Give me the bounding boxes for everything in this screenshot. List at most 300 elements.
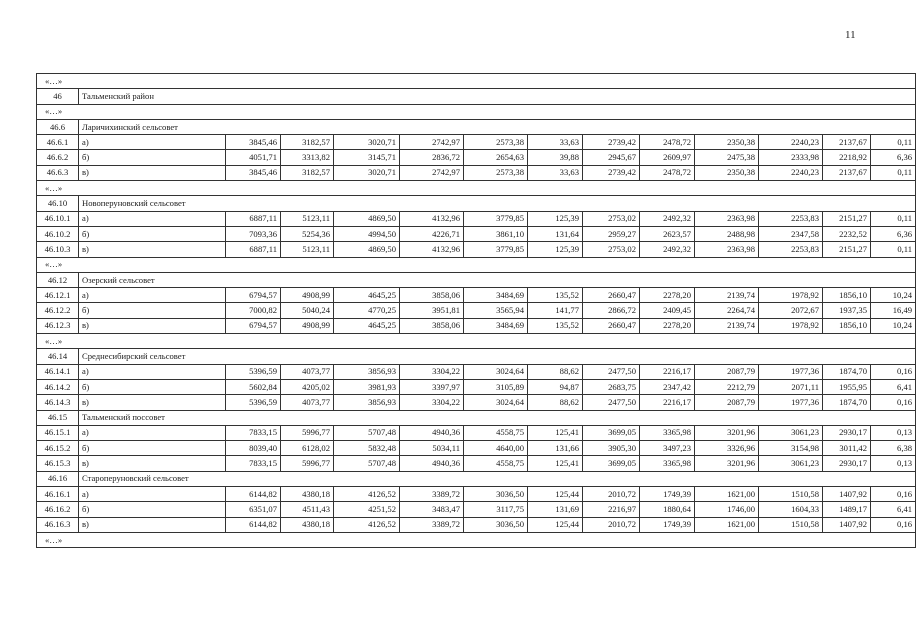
value-cell: 125,41 <box>528 425 583 440</box>
section-row <box>37 89 916 104</box>
value-cell: 2739,42 <box>583 135 640 150</box>
row-variant: а) <box>79 364 226 379</box>
row-variant: а) <box>79 425 226 440</box>
value-cell: 135,52 <box>528 288 583 303</box>
row-variant: а) <box>79 288 226 303</box>
value-cell: 2151,27 <box>823 211 871 226</box>
value-cell: 2660,47 <box>583 288 640 303</box>
section-name: Озерский сельсовет <box>79 272 916 287</box>
value-cell: 3154,98 <box>759 441 823 456</box>
value-cell: 4051,71 <box>226 150 281 165</box>
value-cell: 2654,63 <box>464 150 528 165</box>
value-cell: 0,13 <box>871 456 916 471</box>
row-variant: в) <box>79 395 226 410</box>
row-variant: б) <box>79 226 226 241</box>
value-cell: 5123,11 <box>281 242 334 257</box>
value-cell: 4645,25 <box>334 318 400 333</box>
ellipsis-row <box>37 334 916 349</box>
section-name: Среднесибирский сельсовет <box>79 349 916 364</box>
value-cell: 2278,20 <box>640 318 695 333</box>
value-cell: 2945,67 <box>583 150 640 165</box>
value-cell: 94,87 <box>528 379 583 394</box>
value-cell: 131,66 <box>528 441 583 456</box>
value-cell: 4558,75 <box>464 425 528 440</box>
value-cell: 3182,57 <box>281 165 334 180</box>
value-cell: 3389,72 <box>400 517 464 532</box>
table-body <box>37 74 916 548</box>
value-cell: 4132,96 <box>400 242 464 257</box>
table-row <box>37 226 916 241</box>
row-variant: б) <box>79 150 226 165</box>
section-name: Новоперуновский сельсовет <box>79 196 916 211</box>
value-cell: 0,16 <box>871 364 916 379</box>
value-cell: 4940,36 <box>400 456 464 471</box>
value-cell: 3845,46 <box>226 165 281 180</box>
ellipsis-mark: «…» <box>37 181 916 196</box>
row-code: 46.12.2 <box>37 303 79 318</box>
value-cell: 3497,23 <box>640 441 695 456</box>
value-cell: 2216,97 <box>583 502 640 517</box>
row-variant: в) <box>79 318 226 333</box>
value-cell: 6,41 <box>871 379 916 394</box>
value-cell: 1978,92 <box>759 318 823 333</box>
value-cell: 1510,58 <box>759 517 823 532</box>
value-cell: 3484,69 <box>464 318 528 333</box>
value-cell: 3981,93 <box>334 379 400 394</box>
value-cell: 2753,02 <box>583 211 640 226</box>
value-cell: 7093,36 <box>226 226 281 241</box>
value-cell: 2151,27 <box>823 242 871 257</box>
value-cell: 1604,33 <box>759 502 823 517</box>
value-cell: 0,11 <box>871 165 916 180</box>
value-cell: 2836,72 <box>400 150 464 165</box>
value-cell: 4908,99 <box>281 288 334 303</box>
value-cell: 3304,22 <box>400 364 464 379</box>
value-cell: 2409,45 <box>640 303 695 318</box>
value-cell: 10,24 <box>871 318 916 333</box>
value-cell: 1937,35 <box>823 303 871 318</box>
value-cell: 2866,72 <box>583 303 640 318</box>
table-row <box>37 242 916 257</box>
value-cell: 5707,48 <box>334 456 400 471</box>
value-cell: 2137,67 <box>823 165 871 180</box>
value-cell: 2139,74 <box>695 318 759 333</box>
value-cell: 1746,00 <box>695 502 759 517</box>
table-row <box>37 502 916 517</box>
ellipsis-mark: «…» <box>37 74 916 89</box>
ellipsis-row <box>37 532 916 547</box>
value-cell: 4645,25 <box>334 288 400 303</box>
table-row <box>37 425 916 440</box>
value-cell: 2488,98 <box>695 226 759 241</box>
section-name: Тальменский поссовет <box>79 410 916 425</box>
ellipsis-row <box>37 257 916 272</box>
row-variant: в) <box>79 242 226 257</box>
row-code: 46.12.3 <box>37 318 79 333</box>
ellipsis-mark: «…» <box>37 334 916 349</box>
value-cell: 2477,50 <box>583 395 640 410</box>
section-code: 46 <box>37 89 79 104</box>
value-cell: 4205,02 <box>281 379 334 394</box>
value-cell: 2347,42 <box>640 379 695 394</box>
value-cell: 1856,10 <box>823 288 871 303</box>
row-variant: в) <box>79 456 226 471</box>
row-code: 46.10.2 <box>37 226 79 241</box>
value-cell: 6,36 <box>871 226 916 241</box>
section-code: 46.10 <box>37 196 79 211</box>
row-variant: в) <box>79 165 226 180</box>
value-cell: 141,77 <box>528 303 583 318</box>
value-cell: 2139,74 <box>695 288 759 303</box>
section-name: Ларичихинский сельсовет <box>79 119 916 134</box>
value-cell: 6144,82 <box>226 487 281 502</box>
value-cell: 3856,93 <box>334 395 400 410</box>
value-cell: 2253,83 <box>759 211 823 226</box>
value-cell: 125,44 <box>528 487 583 502</box>
value-cell: 3020,71 <box>334 165 400 180</box>
value-cell: 5996,77 <box>281 425 334 440</box>
row-code: 46.15.1 <box>37 425 79 440</box>
value-cell: 33,63 <box>528 135 583 150</box>
value-cell: 1874,70 <box>823 395 871 410</box>
value-cell: 3020,71 <box>334 135 400 150</box>
value-cell: 1621,00 <box>695 487 759 502</box>
value-cell: 5602,84 <box>226 379 281 394</box>
value-cell: 3699,05 <box>583 456 640 471</box>
value-cell: 3565,94 <box>464 303 528 318</box>
page-number: 11 <box>845 29 856 41</box>
value-cell: 2477,50 <box>583 364 640 379</box>
value-cell: 2216,17 <box>640 395 695 410</box>
value-cell: 2278,20 <box>640 288 695 303</box>
value-cell: 3061,23 <box>759 425 823 440</box>
section-row <box>37 471 916 486</box>
value-cell: 2478,72 <box>640 165 695 180</box>
value-cell: 2959,27 <box>583 226 640 241</box>
value-cell: 3483,47 <box>400 502 464 517</box>
table-row <box>37 379 916 394</box>
value-cell: 2347,58 <box>759 226 823 241</box>
table-row <box>37 165 916 180</box>
value-cell: 4132,96 <box>400 211 464 226</box>
value-cell: 2683,75 <box>583 379 640 394</box>
value-cell: 3145,71 <box>334 150 400 165</box>
row-variant: б) <box>79 441 226 456</box>
value-cell: 3024,64 <box>464 395 528 410</box>
value-cell: 4869,50 <box>334 242 400 257</box>
value-cell: 2609,97 <box>640 150 695 165</box>
value-cell: 4251,52 <box>334 502 400 517</box>
table-row <box>37 135 916 150</box>
value-cell: 1977,36 <box>759 364 823 379</box>
value-cell: 2253,83 <box>759 242 823 257</box>
value-cell: 125,39 <box>528 242 583 257</box>
row-variant: в) <box>79 517 226 532</box>
value-cell: 125,44 <box>528 517 583 532</box>
value-cell: 2333,98 <box>759 150 823 165</box>
value-cell: 33,63 <box>528 165 583 180</box>
table-row <box>37 487 916 502</box>
value-cell: 1489,17 <box>823 502 871 517</box>
value-cell: 5254,36 <box>281 226 334 241</box>
value-cell: 2623,57 <box>640 226 695 241</box>
value-cell: 3779,85 <box>464 242 528 257</box>
value-cell: 2232,52 <box>823 226 871 241</box>
value-cell: 4770,25 <box>334 303 400 318</box>
section-row <box>37 272 916 287</box>
value-cell: 6887,11 <box>226 242 281 257</box>
value-cell: 1874,70 <box>823 364 871 379</box>
value-cell: 2739,42 <box>583 165 640 180</box>
value-cell: 2742,97 <box>400 165 464 180</box>
value-cell: 5034,11 <box>400 441 464 456</box>
section-code: 46.16 <box>37 471 79 486</box>
section-name: Староперуновский сельсовет <box>79 471 916 486</box>
value-cell: 6,36 <box>871 150 916 165</box>
value-cell: 2137,67 <box>823 135 871 150</box>
value-cell: 39,88 <box>528 150 583 165</box>
value-cell: 3951,81 <box>400 303 464 318</box>
value-cell: 88,62 <box>528 395 583 410</box>
table-row <box>37 303 916 318</box>
value-cell: 2218,92 <box>823 150 871 165</box>
ellipsis-row <box>37 104 916 119</box>
row-code: 46.16.2 <box>37 502 79 517</box>
value-cell: 0,16 <box>871 487 916 502</box>
value-cell: 5707,48 <box>334 425 400 440</box>
table-row <box>37 364 916 379</box>
value-cell: 2240,23 <box>759 165 823 180</box>
value-cell: 2010,72 <box>583 517 640 532</box>
value-cell: 2212,79 <box>695 379 759 394</box>
value-cell: 3856,93 <box>334 364 400 379</box>
row-code: 46.16.3 <box>37 517 79 532</box>
value-cell: 4558,75 <box>464 456 528 471</box>
value-cell: 6794,57 <box>226 288 281 303</box>
value-cell: 2240,23 <box>759 135 823 150</box>
value-cell: 6887,11 <box>226 211 281 226</box>
value-cell: 2087,79 <box>695 395 759 410</box>
row-variant: б) <box>79 502 226 517</box>
value-cell: 2475,38 <box>695 150 759 165</box>
value-cell: 6,41 <box>871 502 916 517</box>
section-code: 46.6 <box>37 119 79 134</box>
table-row <box>37 456 916 471</box>
value-cell: 3036,50 <box>464 517 528 532</box>
ellipsis-row <box>37 181 916 196</box>
table-row <box>37 318 916 333</box>
row-variant: а) <box>79 487 226 502</box>
value-cell: 1621,00 <box>695 517 759 532</box>
value-cell: 2478,72 <box>640 135 695 150</box>
row-code: 46.14.3 <box>37 395 79 410</box>
value-cell: 135,52 <box>528 318 583 333</box>
value-cell: 2930,17 <box>823 425 871 440</box>
value-cell: 4994,50 <box>334 226 400 241</box>
row-code: 46.14.2 <box>37 379 79 394</box>
value-cell: 2216,17 <box>640 364 695 379</box>
value-cell: 6,38 <box>871 441 916 456</box>
value-cell: 4869,50 <box>334 211 400 226</box>
value-cell: 6351,07 <box>226 502 281 517</box>
row-code: 46.16.1 <box>37 487 79 502</box>
table-row <box>37 395 916 410</box>
section-code: 46.15 <box>37 410 79 425</box>
value-cell: 3105,89 <box>464 379 528 394</box>
value-cell: 0,11 <box>871 242 916 257</box>
value-cell: 2753,02 <box>583 242 640 257</box>
row-code: 46.6.2 <box>37 150 79 165</box>
row-code: 46.15.3 <box>37 456 79 471</box>
value-cell: 4380,18 <box>281 487 334 502</box>
value-cell: 2492,32 <box>640 211 695 226</box>
tariff-table <box>36 73 916 548</box>
value-cell: 3397,97 <box>400 379 464 394</box>
value-cell: 5040,24 <box>281 303 334 318</box>
value-cell: 1977,36 <box>759 395 823 410</box>
value-cell: 1955,95 <box>823 379 871 394</box>
row-variant: а) <box>79 135 226 150</box>
value-cell: 6128,02 <box>281 441 334 456</box>
value-cell: 3365,98 <box>640 425 695 440</box>
value-cell: 2930,17 <box>823 456 871 471</box>
value-cell: 3858,06 <box>400 318 464 333</box>
value-cell: 6144,82 <box>226 517 281 532</box>
value-cell: 2573,38 <box>464 135 528 150</box>
value-cell: 4073,77 <box>281 395 334 410</box>
section-code: 46.14 <box>37 349 79 364</box>
value-cell: 2010,72 <box>583 487 640 502</box>
value-cell: 4511,43 <box>281 502 334 517</box>
value-cell: 0,13 <box>871 425 916 440</box>
value-cell: 5396,59 <box>226 364 281 379</box>
value-cell: 5396,59 <box>226 395 281 410</box>
row-code: 46.6.3 <box>37 165 79 180</box>
value-cell: 3304,22 <box>400 395 464 410</box>
value-cell: 2660,47 <box>583 318 640 333</box>
ellipsis-mark: «…» <box>37 532 916 547</box>
section-row <box>37 196 916 211</box>
value-cell: 3365,98 <box>640 456 695 471</box>
value-cell: 4640,00 <box>464 441 528 456</box>
value-cell: 125,41 <box>528 456 583 471</box>
row-code: 46.10.3 <box>37 242 79 257</box>
value-cell: 7833,15 <box>226 425 281 440</box>
value-cell: 16,49 <box>871 303 916 318</box>
value-cell: 6794,57 <box>226 318 281 333</box>
value-cell: 4073,77 <box>281 364 334 379</box>
table-row <box>37 150 916 165</box>
value-cell: 2573,38 <box>464 165 528 180</box>
value-cell: 1978,92 <box>759 288 823 303</box>
value-cell: 1856,10 <box>823 318 871 333</box>
value-cell: 1749,39 <box>640 487 695 502</box>
value-cell: 2363,98 <box>695 211 759 226</box>
section-code: 46.12 <box>37 272 79 287</box>
value-cell: 3201,96 <box>695 456 759 471</box>
value-cell: 2350,38 <box>695 165 759 180</box>
value-cell: 1749,39 <box>640 517 695 532</box>
row-code: 46.6.1 <box>37 135 79 150</box>
value-cell: 2492,32 <box>640 242 695 257</box>
value-cell: 3024,64 <box>464 364 528 379</box>
value-cell: 3861,10 <box>464 226 528 241</box>
value-cell: 1510,58 <box>759 487 823 502</box>
row-variant: б) <box>79 303 226 318</box>
value-cell: 4940,36 <box>400 425 464 440</box>
value-cell: 3036,50 <box>464 487 528 502</box>
value-cell: 0,11 <box>871 135 916 150</box>
row-code: 46.10.1 <box>37 211 79 226</box>
value-cell: 4908,99 <box>281 318 334 333</box>
value-cell: 2363,98 <box>695 242 759 257</box>
value-cell: 0,11 <box>871 211 916 226</box>
row-variant: а) <box>79 211 226 226</box>
section-name: Тальменский район <box>79 89 916 104</box>
value-cell: 5123,11 <box>281 211 334 226</box>
value-cell: 4226,71 <box>400 226 464 241</box>
value-cell: 3201,96 <box>695 425 759 440</box>
value-cell: 3905,30 <box>583 441 640 456</box>
value-cell: 1407,92 <box>823 487 871 502</box>
value-cell: 125,39 <box>528 211 583 226</box>
ellipsis-row <box>37 74 916 89</box>
table-row <box>37 288 916 303</box>
table-row <box>37 441 916 456</box>
row-code: 46.14.1 <box>37 364 79 379</box>
table-row <box>37 211 916 226</box>
value-cell: 7833,15 <box>226 456 281 471</box>
ellipsis-mark: «…» <box>37 104 916 119</box>
row-code: 46.12.1 <box>37 288 79 303</box>
value-cell: 3117,75 <box>464 502 528 517</box>
value-cell: 5832,48 <box>334 441 400 456</box>
value-cell: 4126,52 <box>334 517 400 532</box>
value-cell: 0,16 <box>871 395 916 410</box>
value-cell: 7000,82 <box>226 303 281 318</box>
section-row <box>37 349 916 364</box>
section-row <box>37 119 916 134</box>
value-cell: 2350,38 <box>695 135 759 150</box>
value-cell: 2087,79 <box>695 364 759 379</box>
value-cell: 2264,74 <box>695 303 759 318</box>
value-cell: 5996,77 <box>281 456 334 471</box>
value-cell: 3326,96 <box>695 441 759 456</box>
value-cell: 10,24 <box>871 288 916 303</box>
value-cell: 131,69 <box>528 502 583 517</box>
value-cell: 1407,92 <box>823 517 871 532</box>
value-cell: 2072,67 <box>759 303 823 318</box>
value-cell: 2742,97 <box>400 135 464 150</box>
table-row <box>37 517 916 532</box>
value-cell: 3061,23 <box>759 456 823 471</box>
section-row <box>37 410 916 425</box>
value-cell: 3858,06 <box>400 288 464 303</box>
value-cell: 4380,18 <box>281 517 334 532</box>
value-cell: 2071,11 <box>759 379 823 394</box>
value-cell: 3845,46 <box>226 135 281 150</box>
value-cell: 0,16 <box>871 517 916 532</box>
value-cell: 1880,64 <box>640 502 695 517</box>
value-cell: 3182,57 <box>281 135 334 150</box>
ellipsis-mark: «…» <box>37 257 916 272</box>
value-cell: 3779,85 <box>464 211 528 226</box>
value-cell: 3389,72 <box>400 487 464 502</box>
row-variant: б) <box>79 379 226 394</box>
value-cell: 3699,05 <box>583 425 640 440</box>
value-cell: 131,64 <box>528 226 583 241</box>
value-cell: 88,62 <box>528 364 583 379</box>
